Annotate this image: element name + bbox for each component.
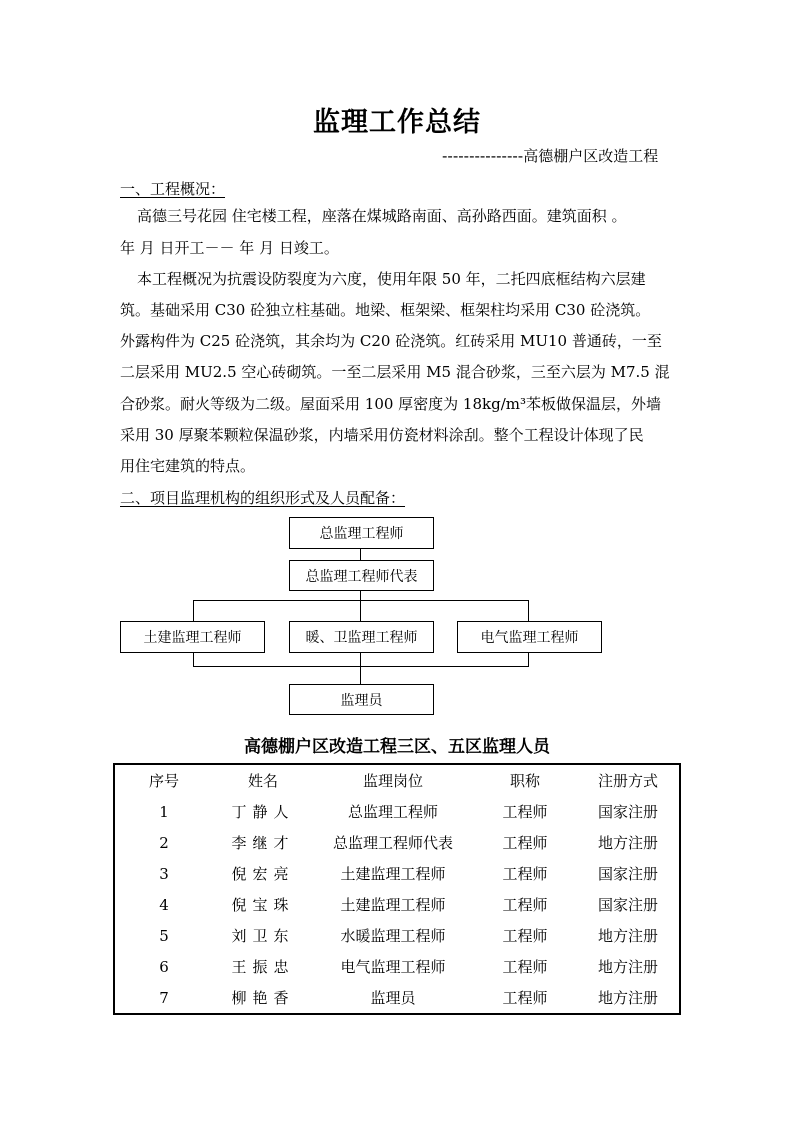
cell-registration: 地方注册 <box>597 989 658 1007</box>
cell-registration: 地方注册 <box>597 958 658 976</box>
connector-line <box>193 600 529 601</box>
cell-name: 王振忠 <box>231 958 295 976</box>
table-row <box>115 796 679 827</box>
section-heading-organization: 二、项目监理机构的组织形式及人员配备： <box>120 489 406 507</box>
staff-table <box>113 763 681 1015</box>
cell-title: 工程师 <box>502 958 548 976</box>
cell-index: 3 <box>159 864 169 883</box>
paragraph-line: 采用 30 厚聚苯颗粒保温砂浆，内墙采用仿瓷材料涂刮。整个工程设计体现了民 <box>120 426 644 444</box>
connector-line <box>193 600 194 622</box>
connector-line <box>528 600 529 622</box>
cell-index: 6 <box>159 957 169 976</box>
connector-line <box>193 652 194 666</box>
cell-name: 李继才 <box>231 834 295 852</box>
org-box-chief-engineer: 总监理工程师 <box>289 517 434 549</box>
paragraph-line: 用住宅建筑的特点。 <box>120 457 256 475</box>
project-subtitle: ---------------高德棚户区改造工程 <box>442 147 659 165</box>
cell-index: 4 <box>159 895 169 914</box>
section-heading-overview: 一、工程概况： <box>120 180 226 198</box>
org-box-inspector: 监理员 <box>289 684 434 715</box>
paragraph-line: 筑。基础采用 C30 砼独立柱基础。地梁、框架梁、框架柱均采用 C30 砼浇筑。 <box>120 301 651 319</box>
connector-line <box>193 666 529 667</box>
cell-name: 刘卫东 <box>231 927 295 945</box>
cell-title: 工程师 <box>502 865 548 883</box>
column-header: 注册方式 <box>597 772 658 790</box>
staff-table-title: 高德棚户区改造工程三区、五区监理人员 <box>244 737 550 757</box>
table-row <box>115 827 679 858</box>
cell-position: 土建监理工程师 <box>340 865 446 883</box>
cell-index: 2 <box>159 833 169 852</box>
cell-index: 1 <box>159 802 169 821</box>
connector-line <box>360 548 361 560</box>
org-box-hvac-engineer: 暖、卫监理工程师 <box>289 621 434 653</box>
column-header: 序号 <box>148 772 179 790</box>
org-box-civil-engineer: 土建监理工程师 <box>120 621 265 653</box>
cell-index: 7 <box>159 988 169 1007</box>
paragraph-line: 合砂浆。耐火等级为二级。屋面采用 100 厚密度为 18kg/m³苯板做保温层，外墙 <box>120 395 662 413</box>
cell-position: 土建监理工程师 <box>340 896 446 914</box>
cell-registration: 国家注册 <box>597 896 658 914</box>
table-header-row <box>115 765 679 796</box>
paragraph-line: 外露构件为 C25 砼浇筑，其余均为 C20 砼浇筑。红砖采用 MU10 普通砖，一至 <box>120 332 662 350</box>
cell-registration: 国家注册 <box>597 803 658 821</box>
cell-title: 工程师 <box>502 896 548 914</box>
cell-registration: 地方注册 <box>597 927 658 945</box>
cell-title: 工程师 <box>502 803 548 821</box>
cell-name: 倪宏亮 <box>231 865 295 883</box>
paragraph-line: 高德三号花园 住宅楼工程，座落在煤城路南面、高孙路西面。建筑面积 。 <box>137 207 627 225</box>
org-box-deputy-engineer: 总监理工程师代表 <box>289 560 434 591</box>
page-title: 监理工作总结 <box>313 107 481 138</box>
cell-registration: 国家注册 <box>597 865 658 883</box>
org-box-electrical-engineer: 电气监理工程师 <box>457 621 602 653</box>
table-row <box>115 858 679 889</box>
cell-name: 倪宝珠 <box>231 896 295 914</box>
cell-position: 总监理工程师代表 <box>332 834 453 852</box>
table-row <box>115 920 679 951</box>
cell-name: 柳艳香 <box>231 989 295 1007</box>
column-header: 监理岗位 <box>362 772 423 790</box>
paragraph-line: 本工程概况为抗震设防裂度为六度，使用年限 50 年，二托四底框结构六层建 <box>137 270 646 288</box>
paragraph-line: 二层采用 MU2.5 空心砖砌筑。一至二层采用 M5 混合砂浆，三至六层为 M7.5 混 <box>120 363 670 381</box>
table-row <box>115 889 679 920</box>
cell-registration: 地方注册 <box>597 834 658 852</box>
cell-position: 监理员 <box>370 989 416 1007</box>
table-row <box>115 982 679 1013</box>
cell-name: 丁静人 <box>231 803 295 821</box>
cell-title: 工程师 <box>502 834 548 852</box>
paragraph-line: 年 月 日开工－－ 年 月 日竣工。 <box>120 239 339 257</box>
column-header: 姓名 <box>247 772 278 790</box>
cell-position: 总监理工程师 <box>347 803 438 821</box>
cell-position: 水暖监理工程师 <box>340 927 446 945</box>
cell-title: 工程师 <box>502 989 548 1007</box>
cell-position: 电气监理工程师 <box>340 958 446 976</box>
cell-title: 工程师 <box>502 927 548 945</box>
column-header: 职称 <box>509 772 540 790</box>
connector-line <box>528 652 529 666</box>
table-row <box>115 951 679 982</box>
cell-index: 5 <box>159 926 169 945</box>
